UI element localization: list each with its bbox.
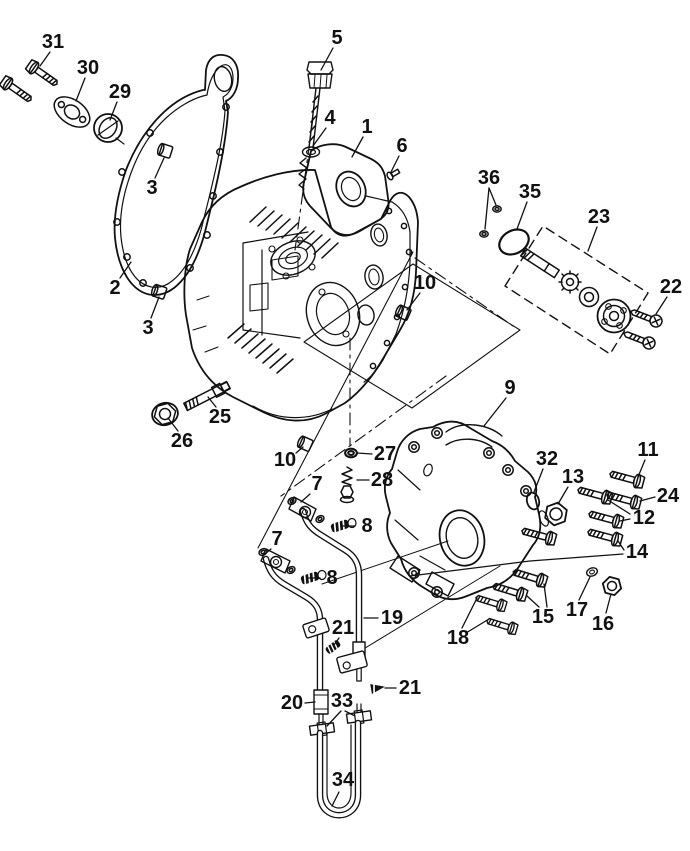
callout-20: 20 — [280, 692, 304, 714]
plug-13 — [537, 501, 571, 530]
leader-18 — [466, 619, 489, 633]
washer-27 — [345, 449, 357, 458]
leader-12 — [620, 519, 630, 521]
pin-36a — [493, 206, 501, 212]
leader-35 — [517, 202, 527, 229]
cylinder-boss-bore — [331, 167, 371, 211]
callout-11: 11 — [637, 439, 659, 461]
top-face-hatch — [250, 207, 338, 258]
plug-16 — [601, 576, 624, 597]
leader-9 — [484, 398, 506, 426]
bolt-15b — [491, 579, 528, 602]
gasket-bolt-holes — [114, 104, 229, 286]
fitting-21a — [324, 639, 342, 656]
gasket-outline — [115, 55, 239, 295]
callout-33: 33 — [330, 690, 354, 712]
callout-30: 30 — [76, 57, 100, 79]
leader-18 — [462, 598, 477, 628]
gearcase-housing — [385, 421, 645, 635]
callout-3: 3 — [146, 177, 158, 199]
centerline-dowel — [281, 376, 446, 496]
housing-feet — [390, 556, 454, 596]
flange-bolt-31b — [25, 59, 61, 90]
callout-25: 25 — [208, 406, 232, 428]
callout-24: 24 — [656, 485, 680, 507]
pump-gear — [559, 271, 581, 293]
bolt-11 — [608, 467, 645, 489]
leader-5 — [321, 48, 333, 70]
callout-layer — [40, 27, 682, 806]
leader-15 — [544, 584, 547, 607]
callout-31: 31 — [41, 31, 65, 53]
oil-pump-kit — [480, 206, 664, 354]
plug-cap-29 — [94, 114, 124, 144]
callout-18: 18 — [446, 627, 470, 649]
top-left-fasteners — [0, 59, 124, 144]
callout-36: 36 — [477, 167, 501, 189]
bolt-12b — [587, 507, 624, 529]
o-ring-32 — [525, 491, 541, 511]
callout-10: 10 — [413, 272, 437, 294]
mounting-plane-outline — [304, 264, 520, 408]
callout-9: 9 — [504, 377, 516, 399]
callout-14: 14 — [625, 541, 649, 563]
pump-screw-22b — [622, 328, 657, 351]
lower-hatch — [228, 324, 293, 373]
callout-19: 19 — [380, 607, 404, 629]
leader-17 — [579, 577, 590, 600]
flange-nut-26 — [150, 400, 181, 428]
dowel-pin-10b — [296, 435, 313, 451]
leader-36 — [485, 188, 489, 229]
leader-7 — [301, 494, 310, 502]
leader-34 — [332, 792, 339, 806]
callout-7: 7 — [271, 528, 283, 550]
callout-3: 3 — [142, 317, 154, 339]
callout-15: 15 — [531, 606, 555, 628]
leader-32 — [534, 469, 543, 492]
callout-8: 8 — [326, 567, 338, 589]
cylinder-boss — [303, 144, 389, 235]
bolt-18a — [474, 592, 507, 613]
callout-34: 34 — [331, 769, 355, 791]
callout-29: 29 — [108, 81, 132, 103]
pin-36b — [480, 231, 488, 237]
flange-bolt-31a — [0, 75, 35, 106]
leader-27 — [357, 453, 372, 454]
u-tube-inner-wall — [327, 725, 351, 808]
callout-4: 4 — [324, 107, 336, 129]
callout-26: 26 — [170, 430, 194, 452]
cover-gasket — [114, 55, 238, 300]
callout-13: 13 — [561, 466, 585, 488]
leader-23 — [588, 227, 597, 251]
pump-rotor — [580, 288, 599, 307]
housing-opening — [434, 506, 490, 571]
bolt-18b — [485, 615, 518, 636]
washer-17 — [585, 566, 598, 577]
dowel-pin-3a — [156, 143, 173, 159]
pump-body — [598, 300, 631, 333]
leader-3 — [151, 297, 159, 318]
callout-16: 16 — [591, 613, 615, 635]
callout-12: 12 — [632, 507, 656, 529]
fitting-21b — [370, 681, 386, 695]
callout-27: 27 — [373, 443, 397, 465]
leader-13 — [558, 487, 568, 504]
callout-28: 28 — [370, 469, 394, 491]
callout-21: 21 — [398, 677, 422, 699]
callout-2: 2 — [109, 277, 121, 299]
callout-32: 32 — [535, 448, 559, 470]
callout-1: 1 — [361, 116, 373, 138]
callout-8: 8 — [361, 515, 373, 537]
leader-22 — [656, 297, 667, 314]
bolt-6 — [386, 168, 401, 181]
callout-22: 22 — [659, 276, 683, 298]
oil-bolt-28 — [341, 467, 354, 503]
callout-7: 7 — [311, 473, 323, 495]
gasket-inner-line — [120, 65, 233, 288]
pump-shaft — [521, 248, 559, 277]
leader-31 — [40, 52, 50, 66]
dipstick-cap — [307, 62, 333, 74]
callout-17: 17 — [565, 599, 589, 621]
leader-3 — [155, 158, 164, 178]
pump-recess — [266, 235, 321, 282]
leader-30 — [76, 78, 85, 101]
leader-long-left — [258, 252, 413, 548]
leader-12 — [608, 500, 630, 514]
callout-5: 5 — [331, 27, 343, 49]
pipe-bracket-a — [302, 618, 329, 639]
stopper-plate-30 — [49, 91, 96, 134]
pipe-bracket-b — [336, 651, 367, 674]
callout-21: 21 — [331, 617, 355, 639]
leader-11 — [638, 460, 645, 477]
bracket-alignment-line-1 — [352, 566, 500, 656]
leader-16 — [606, 594, 611, 613]
callout-10: 10 — [273, 449, 297, 471]
callout-35: 35 — [518, 181, 542, 203]
callout-23: 23 — [587, 206, 611, 228]
callout-6: 6 — [396, 135, 408, 157]
housing-dome-lines — [446, 425, 502, 447]
leader-36 — [489, 188, 496, 205]
